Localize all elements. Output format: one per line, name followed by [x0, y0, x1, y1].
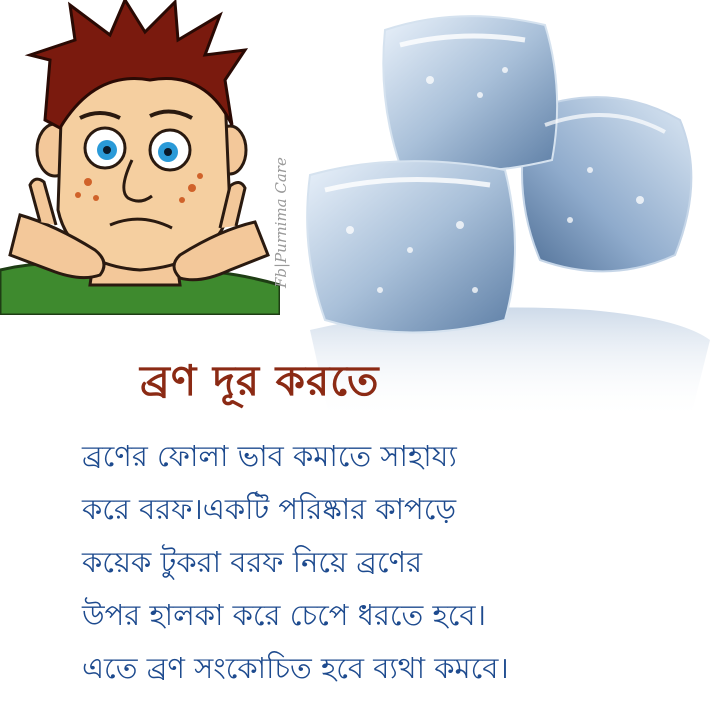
tip-line: করে বরফ।একটি পরিষ্কার কাপড়ে [82, 492, 457, 526]
tip-paragraph [82, 430, 712, 695]
page-title: ব্রণ দূর করতে [140, 356, 380, 405]
tip-line: ব্রণের ফোলা ভাব কমাতে সাহায্য [82, 439, 457, 473]
worried-man-illustration [0, 0, 280, 315]
tip-line: এতে ব্রণ সংকোচিত হবে ব্যথা কমবে। [82, 651, 509, 685]
tip-line: উপর হালকা করে চেপে ধরতে হবে। [82, 598, 486, 632]
tip-line: কয়েক টুকরা বরফ নিয়ে ব্রণের [82, 545, 423, 579]
watermark-text: Fb|Purnima Care [272, 157, 290, 288]
